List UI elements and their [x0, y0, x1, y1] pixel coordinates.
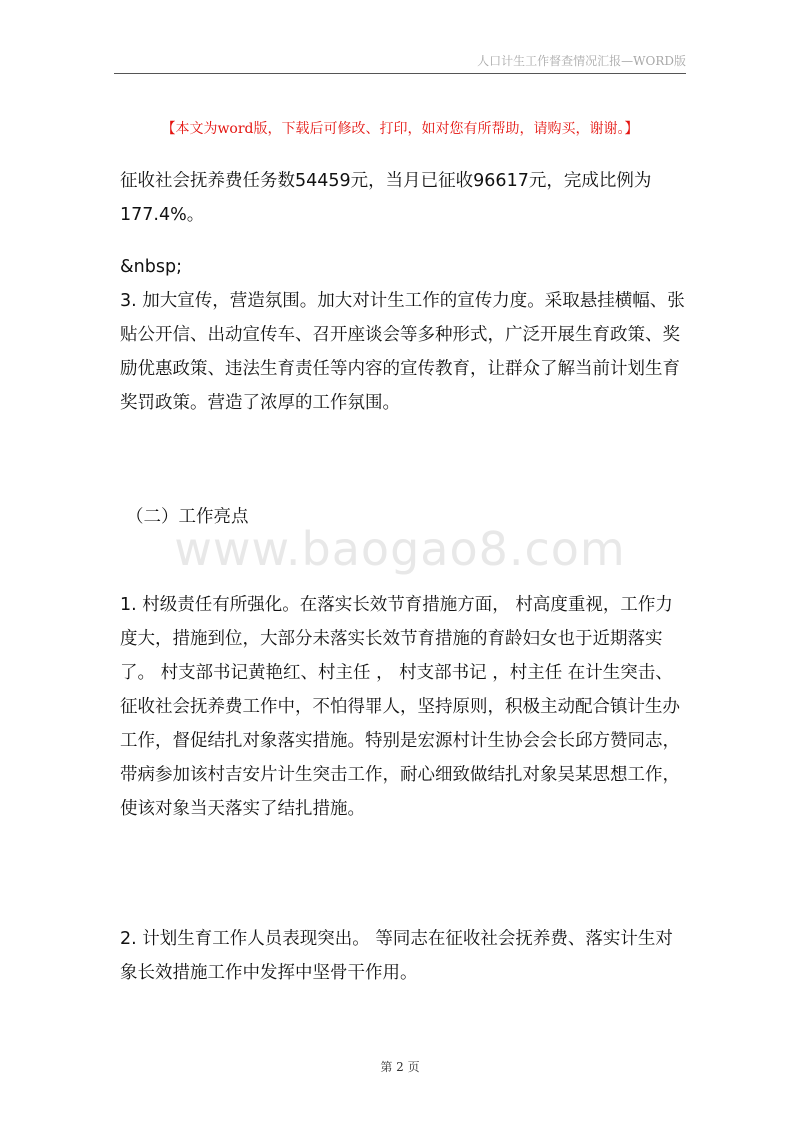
- page-header: [114, 52, 686, 74]
- paragraph-village-responsibility: 1. 村级责任有所强化。在落实长效节育措施方面， 村高度重视，工作力度大，措施到位，大部分未落实长效节育措施的育龄妇女也于近期落实了。 村支部书记黄艳红、村主任 ， 村支部书记 ，村主任 在计生突击、征收社会抚养费工作中，不怕得罪人，坚持原则，积极主动配合镇计生办工作，督促结扎对象落实措施。特别是宏源村计生协会会长邱方赞同志，带病参加该村吉安片计生突击工作，耐心细致做结扎对象吴某思想工作，使该对象当天落实了结扎措施。: [120, 595, 680, 819]
- paragraph-nbsp: &nbsp;: [120, 257, 182, 277]
- page-number: 第 2 页: [380, 1060, 420, 1074]
- paragraph-staff-performance: 2. 计划生育工作人员表现突出。 等同志在征收社会抚养费、落实计生对象长效措施工作中发挥中坚骨干作用。: [120, 929, 673, 983]
- download-notice: 【本文为word版，下载后可修改、打印，如对您有所帮助，请购买，谢谢。】: [161, 121, 639, 137]
- watermark: www.baogao8.com: [174, 522, 626, 576]
- paragraph-fee-collection: 征收社会抚养费任务数54459元，当月已征收96617元，完成比例为177.4%。: [120, 171, 652, 225]
- section-heading-highlights: （二）工作亮点: [126, 507, 249, 527]
- header-title: 人口计生工作督查情况汇报—WORD版: [477, 54, 686, 68]
- paragraph-publicity: 3. 加大宣传，营造氛围。加大对计生工作的宣传力度。采取悬挂横幅、张贴公开信、出动宣传车、召开座谈会等多种形式，广泛开展生育政策、奖励优惠政策、违法生育责任等内容的宣传教育，让群众了解当前计划生育奖罚政策。营造了浓厚的工作氛围。: [120, 291, 685, 413]
